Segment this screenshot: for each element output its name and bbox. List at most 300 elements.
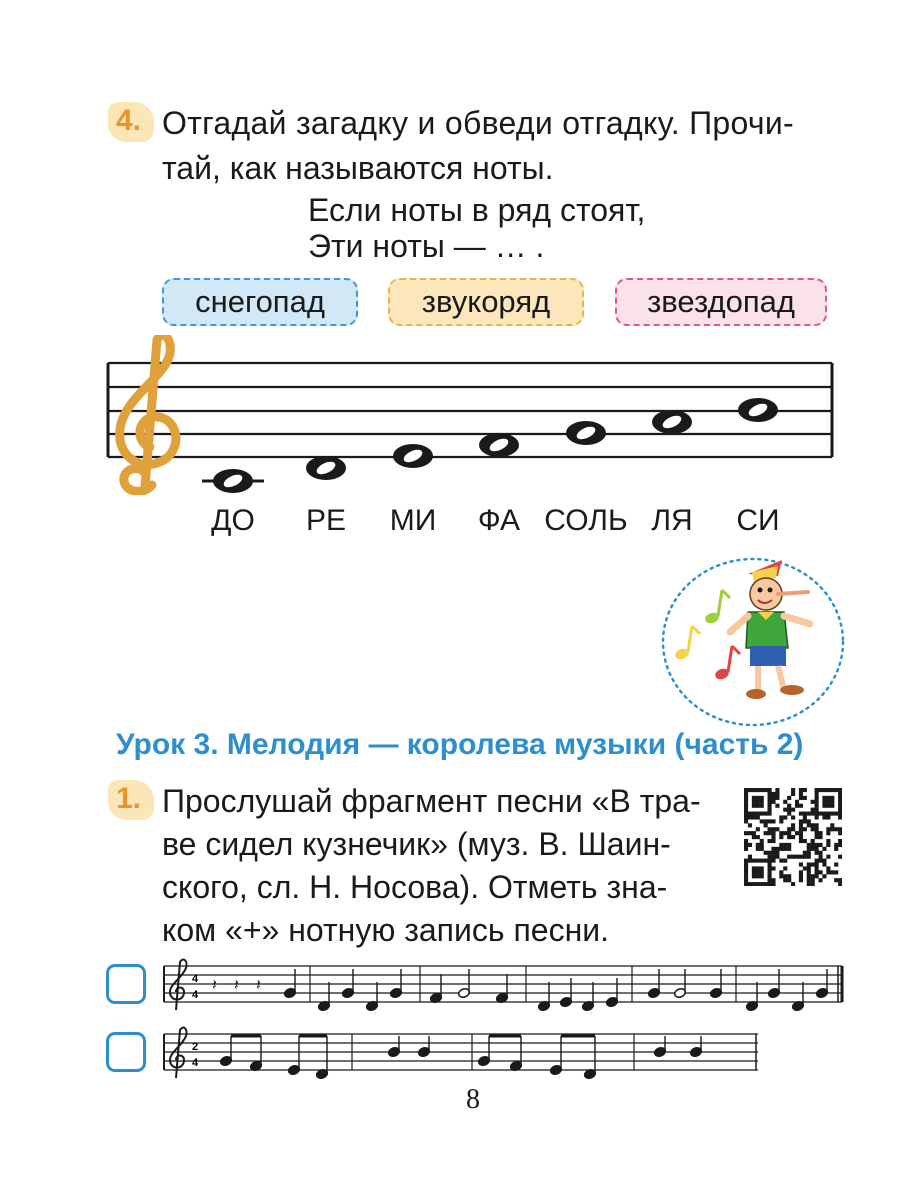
qr-module — [752, 882, 756, 886]
qr-module — [834, 788, 838, 792]
qr-module — [838, 843, 842, 847]
lesson-title: Урок 3. Мелодия — королева музыки (часть 2) — [116, 728, 804, 761]
score-note — [317, 982, 330, 1012]
qr-module — [756, 788, 760, 792]
answer-checkbox-first[interactable] — [106, 964, 146, 1004]
qr-module — [834, 843, 838, 847]
qr-module — [822, 800, 826, 804]
qr-module — [799, 827, 803, 831]
qr-module — [768, 855, 772, 859]
qr-module — [771, 878, 775, 882]
svg-text:𝄽: 𝄽 — [212, 975, 217, 994]
qr-code-icon[interactable] — [744, 788, 842, 886]
qr-module — [807, 882, 811, 886]
qr-module — [826, 831, 830, 835]
qr-module — [760, 800, 764, 804]
task-text-line: ком «+» нотную запись песни. — [162, 912, 609, 948]
qr-module — [818, 859, 822, 863]
qr-module — [826, 800, 830, 804]
qr-module — [826, 827, 830, 831]
answer-option-zvukoryad[interactable]: звукоряд — [388, 278, 584, 326]
qr-module — [826, 815, 830, 819]
qr-module — [787, 827, 791, 831]
qr-module — [771, 819, 775, 823]
qr-module — [815, 874, 819, 878]
qr-module — [771, 827, 775, 831]
score-note — [287, 1036, 300, 1076]
qr-module — [775, 792, 779, 796]
qr-module — [787, 878, 791, 882]
qr-module — [799, 870, 803, 874]
qr-module — [744, 796, 748, 800]
qr-module — [771, 831, 775, 835]
qr-module — [783, 874, 787, 878]
note-si — [738, 398, 778, 422]
qr-module — [799, 812, 803, 816]
qr-module — [744, 874, 748, 878]
qr-module — [752, 812, 756, 816]
qr-module — [787, 804, 791, 808]
qr-module — [815, 870, 819, 874]
qr-module — [818, 843, 822, 847]
treble-clef-icon — [120, 335, 176, 491]
qr-module — [744, 788, 748, 792]
qr-module — [830, 796, 834, 800]
qr-module — [775, 855, 779, 859]
qr-module — [787, 831, 791, 835]
qr-module — [744, 878, 748, 882]
qr-module — [803, 819, 807, 823]
task-text-line: тай, как называются ноты. — [162, 150, 554, 186]
qr-module — [815, 831, 819, 835]
qr-module — [744, 815, 748, 819]
qr-module — [834, 812, 838, 816]
qr-module — [756, 843, 760, 847]
qr-module — [775, 847, 779, 851]
qr-module — [779, 843, 783, 847]
svg-text:4: 4 — [192, 973, 199, 985]
qr-module — [787, 796, 791, 800]
qr-module — [830, 812, 834, 816]
qr-module — [838, 839, 842, 843]
qr-module — [768, 792, 772, 796]
qr-module — [760, 843, 764, 847]
qr-module — [752, 866, 756, 870]
qr-module — [811, 882, 815, 886]
qr-module — [838, 804, 842, 808]
qr-module — [799, 804, 803, 808]
qr-module — [811, 823, 815, 827]
qr-module — [815, 815, 819, 819]
qr-module — [822, 812, 826, 816]
qr-module — [838, 788, 842, 792]
qr-module — [764, 819, 768, 823]
qr-module — [791, 808, 795, 812]
qr-module — [748, 812, 752, 816]
qr-module — [771, 800, 775, 804]
qr-module — [838, 855, 842, 859]
qr-module — [791, 815, 795, 819]
qr-module — [779, 870, 783, 874]
qr-module — [748, 882, 752, 886]
qr-module — [830, 827, 834, 831]
answer-option-zvezdopad[interactable]: звездопад — [615, 278, 827, 326]
qr-module — [815, 792, 819, 796]
qr-module — [748, 823, 752, 827]
qr-module — [815, 835, 819, 839]
qr-module — [768, 812, 772, 816]
qr-module — [826, 870, 830, 874]
qr-module — [815, 847, 819, 851]
score-note — [219, 1036, 232, 1067]
qr-module — [748, 831, 752, 835]
qr-module — [838, 808, 842, 812]
qr-module — [807, 874, 811, 878]
pinocchio-illustration — [660, 556, 846, 728]
qr-module — [760, 819, 764, 823]
note-label: РЕ — [305, 504, 347, 537]
qr-module — [807, 862, 811, 866]
qr-module — [748, 859, 752, 863]
page-number: 8 — [466, 1084, 480, 1115]
score-note — [689, 1036, 702, 1058]
qr-module — [768, 866, 772, 870]
qr-module — [834, 862, 838, 866]
note-fa — [479, 433, 519, 457]
qr-module — [791, 855, 795, 859]
qr-module — [818, 870, 822, 874]
qr-module — [803, 815, 807, 819]
qr-module — [771, 796, 775, 800]
note-mi — [393, 444, 433, 468]
qr-module — [799, 819, 803, 823]
qr-module — [744, 808, 748, 812]
qr-module — [807, 855, 811, 859]
qr-module — [783, 831, 787, 835]
qr-module — [768, 878, 772, 882]
answer-option-snegopad[interactable]: снегопад — [162, 278, 358, 326]
svg-text:2: 2 — [192, 1041, 199, 1053]
qr-module — [760, 874, 764, 878]
qr-module — [799, 835, 803, 839]
qr-module — [768, 827, 772, 831]
note-label: СОЛЬ — [544, 504, 628, 537]
qr-module — [807, 819, 811, 823]
qr-module — [756, 859, 760, 863]
qr-module — [826, 812, 830, 816]
note-sol — [566, 421, 606, 445]
score-note — [249, 1036, 262, 1072]
qr-module — [822, 862, 826, 866]
qr-module — [787, 812, 791, 816]
qr-module — [826, 804, 830, 808]
qr-module — [826, 796, 830, 800]
note-label: ЛЯ — [651, 504, 693, 537]
qr-module — [760, 859, 764, 863]
task-number: 1. — [116, 782, 142, 815]
qr-module — [760, 812, 764, 816]
qr-module — [768, 851, 772, 855]
qr-module — [815, 823, 819, 827]
score-note — [495, 974, 508, 1004]
qr-module — [838, 796, 842, 800]
qr-module — [826, 855, 830, 859]
qr-module — [748, 788, 752, 792]
qr-module — [822, 847, 826, 851]
qr-module — [771, 851, 775, 855]
qr-module — [756, 812, 760, 816]
qr-module — [760, 796, 764, 800]
score-note — [745, 982, 758, 1012]
score-note — [477, 1036, 490, 1067]
qr-module — [787, 808, 791, 812]
svg-text:4: 4 — [192, 989, 199, 1001]
qr-module — [756, 804, 760, 808]
qr-module — [760, 870, 764, 874]
qr-module — [752, 859, 756, 863]
qr-module — [775, 796, 779, 800]
qr-module — [811, 808, 815, 812]
qr-module — [768, 800, 772, 804]
qr-module — [775, 788, 779, 792]
qr-module — [811, 862, 815, 866]
qr-module — [744, 792, 748, 796]
score-note — [791, 982, 804, 1012]
qr-module — [815, 859, 819, 863]
qr-module — [818, 835, 822, 839]
qr-module — [807, 866, 811, 870]
qr-module — [795, 831, 799, 835]
qr-module — [799, 855, 803, 859]
task-text-line: ского, сл. Н. Носова). Отметь зна- — [162, 869, 668, 905]
qr-module — [768, 804, 772, 808]
qr-module — [830, 870, 834, 874]
note-label: ДО — [211, 504, 255, 537]
qr-module — [838, 812, 842, 816]
qr-module — [811, 874, 815, 878]
qr-module — [791, 835, 795, 839]
qr-module — [811, 843, 815, 847]
svg-text:4: 4 — [192, 1057, 199, 1069]
qr-module — [756, 835, 760, 839]
qr-module — [822, 796, 826, 800]
qr-module — [815, 862, 819, 866]
qr-module — [744, 819, 748, 823]
qr-module — [756, 827, 760, 831]
qr-module — [822, 804, 826, 808]
qr-module — [838, 800, 842, 804]
qr-module — [744, 862, 748, 866]
qr-module — [826, 866, 830, 870]
qr-module — [815, 851, 819, 855]
qr-module — [756, 796, 760, 800]
sheet-music-first — [162, 958, 844, 1014]
qr-module — [775, 827, 779, 831]
qr-module — [799, 878, 803, 882]
qr-module — [783, 815, 787, 819]
qr-module — [830, 823, 834, 827]
qr-module — [764, 823, 768, 827]
qr-module — [799, 839, 803, 843]
qr-module — [775, 851, 779, 855]
qr-module — [768, 788, 772, 792]
qr-module — [795, 800, 799, 804]
qr-module — [834, 878, 838, 882]
qr-module — [830, 800, 834, 804]
qr-module — [803, 839, 807, 843]
qr-module — [760, 882, 764, 886]
qr-module — [787, 874, 791, 878]
qr-module — [822, 815, 826, 819]
qr-module — [822, 874, 826, 878]
qr-module — [764, 859, 768, 863]
qr-module — [830, 804, 834, 808]
qr-module — [768, 796, 772, 800]
qr-module — [815, 812, 819, 816]
qr-module — [818, 855, 822, 859]
qr-module — [807, 878, 811, 882]
score-note — [417, 1036, 430, 1058]
qr-module — [768, 839, 772, 843]
qr-module — [744, 843, 748, 847]
score-note — [509, 1036, 522, 1072]
qr-module — [807, 843, 811, 847]
score-note — [365, 982, 378, 1012]
qr-module — [803, 796, 807, 800]
qr-module — [744, 812, 748, 816]
qr-module — [748, 815, 752, 819]
qr-module — [783, 866, 787, 870]
score-note — [581, 982, 594, 1012]
qr-module — [783, 800, 787, 804]
qr-module — [764, 831, 768, 835]
qr-module — [760, 847, 764, 851]
qr-module — [818, 831, 822, 835]
qr-module — [752, 804, 756, 808]
qr-module — [783, 878, 787, 882]
qr-module — [768, 831, 772, 835]
riddle-line: Если ноты в ряд стоят, — [308, 192, 646, 228]
qr-module — [744, 831, 748, 835]
note-label: СИ — [736, 504, 780, 537]
qr-module — [752, 815, 756, 819]
svg-text:𝄽: 𝄽 — [256, 975, 261, 994]
qr-module — [764, 788, 768, 792]
note-label: ФА — [477, 504, 521, 537]
qr-module — [815, 788, 819, 792]
qr-module — [752, 870, 756, 874]
note-do — [202, 469, 264, 493]
qr-module — [760, 839, 764, 843]
music-staff — [100, 335, 840, 495]
qr-module — [818, 878, 822, 882]
qr-module — [811, 800, 815, 804]
qr-module — [760, 866, 764, 870]
qr-module — [795, 855, 799, 859]
qr-module — [756, 866, 760, 870]
qr-module — [752, 831, 756, 835]
qr-module — [838, 882, 842, 886]
qr-module — [783, 843, 787, 847]
qr-module — [811, 827, 815, 831]
qr-module — [803, 788, 807, 792]
qr-module — [779, 847, 783, 851]
qr-module — [764, 882, 768, 886]
task-text-line: Отгадай загадку и обведи отгадку. Прочи- — [162, 105, 794, 141]
qr-module — [744, 847, 748, 851]
qr-module — [815, 808, 819, 812]
qr-module — [799, 788, 803, 792]
qr-module — [822, 788, 826, 792]
qr-module — [807, 812, 811, 816]
qr-module — [815, 796, 819, 800]
qr-module — [779, 835, 783, 839]
qr-module — [811, 878, 815, 882]
score-note — [429, 974, 442, 1004]
qr-module — [779, 859, 783, 863]
qr-module — [803, 851, 807, 855]
qr-module — [838, 831, 842, 835]
qr-module — [771, 835, 775, 839]
qr-module — [760, 788, 764, 792]
qr-module — [791, 882, 795, 886]
task-text-line: ве сидел кузнечик» (муз. В. Шаин- — [162, 826, 671, 862]
qr-module — [834, 847, 838, 851]
qr-module — [787, 855, 791, 859]
qr-module — [807, 847, 811, 851]
qr-module — [756, 847, 760, 851]
qr-module — [811, 847, 815, 851]
qr-module — [771, 839, 775, 843]
note-re — [306, 456, 346, 480]
svg-text:𝄽: 𝄽 — [234, 975, 239, 994]
qr-module — [830, 788, 834, 792]
qr-module — [748, 855, 752, 859]
qr-module — [815, 804, 819, 808]
qr-module — [744, 839, 748, 843]
qr-module — [756, 874, 760, 878]
qr-module — [756, 882, 760, 886]
qr-module — [787, 843, 791, 847]
qr-module — [768, 859, 772, 863]
qr-module — [818, 788, 822, 792]
qr-module — [783, 859, 787, 863]
qr-module — [768, 808, 772, 812]
qr-module — [752, 800, 756, 804]
qr-module — [807, 870, 811, 874]
note-la — [652, 410, 692, 434]
qr-module — [803, 827, 807, 831]
task-number: 4. — [116, 104, 142, 137]
qr-module — [783, 808, 787, 812]
qr-module — [815, 800, 819, 804]
task-text-line: Прослушай фрагмент песни «В тра- — [162, 783, 701, 819]
qr-module — [838, 815, 842, 819]
qr-module — [779, 874, 783, 878]
score-note — [653, 1036, 666, 1058]
qr-module — [760, 804, 764, 808]
qr-module — [811, 839, 815, 843]
qr-module — [771, 859, 775, 863]
qr-module — [768, 874, 772, 878]
qr-module — [779, 831, 783, 835]
qr-module — [771, 866, 775, 870]
answer-checkbox-second[interactable] — [106, 1032, 146, 1072]
qr-module — [791, 827, 795, 831]
score-note — [537, 982, 550, 1012]
qr-module — [744, 859, 748, 863]
qr-module — [768, 882, 772, 886]
